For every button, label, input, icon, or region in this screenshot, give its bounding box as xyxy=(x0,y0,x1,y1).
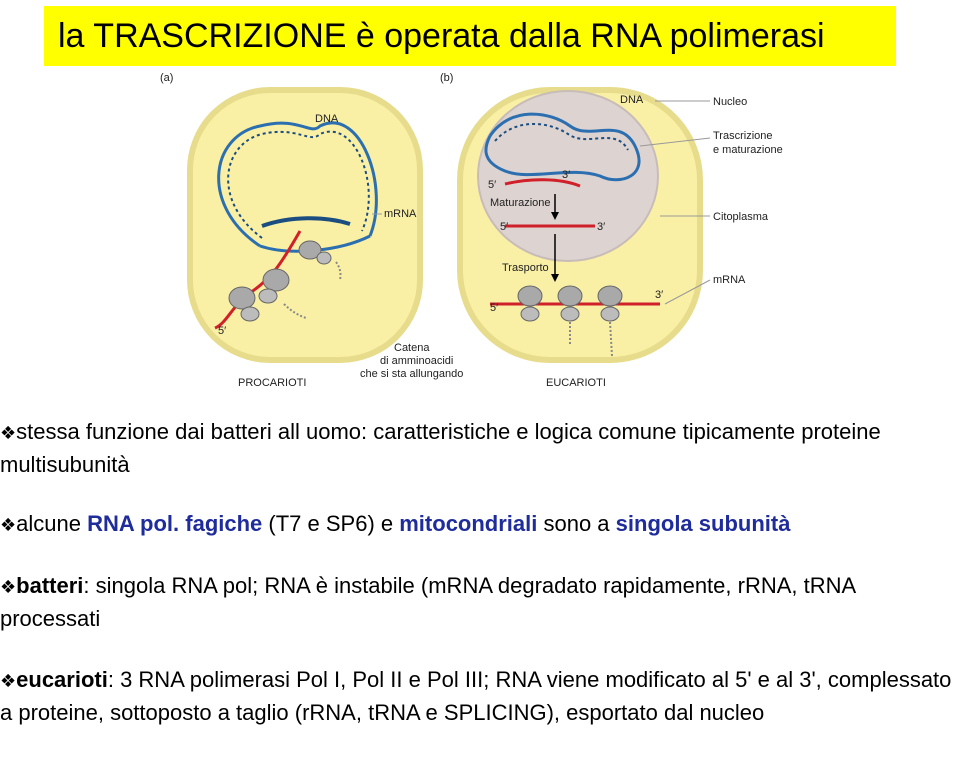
bullet-2-text-a: alcune xyxy=(16,511,88,536)
eukaryote-dna-label: DNA xyxy=(620,94,644,106)
trascrizione-label-2: e maturazione xyxy=(713,144,783,156)
bullet-2-single-subunit: singola subunità xyxy=(615,511,791,536)
bullet-1 xyxy=(0,416,958,480)
three-prime-top: 3′ xyxy=(562,169,571,181)
prokaryote-five-prime: 5′ xyxy=(218,325,227,337)
prokaryote-dna-label: DNA xyxy=(315,113,339,125)
five-prime-low: 5′ xyxy=(490,302,499,314)
bullet-2 xyxy=(0,508,958,541)
diamond-bullet-icon: ❖ xyxy=(0,423,17,444)
slide-title: la TRASCRIZIONE è operata dalla RNA polimerasi xyxy=(58,16,825,55)
chain-label-line-1: Catena xyxy=(394,342,430,354)
maturazione-label: Maturazione xyxy=(490,197,551,209)
trascrizione-label-1: Trascrizione xyxy=(713,130,773,142)
trasporto-label: Trasporto xyxy=(502,262,549,274)
chain-label-line-2: di amminoacidi xyxy=(380,355,454,367)
title-banner xyxy=(44,6,896,66)
three-prime-low: 3′ xyxy=(655,289,664,301)
eukaryote-mrna-label: mRNA xyxy=(713,274,746,286)
transcription-diagram xyxy=(150,66,820,396)
five-prime-top: 5′ xyxy=(488,179,497,191)
eukaryote-ribosome-1 xyxy=(518,286,542,321)
bullet-1-text: stessa funzione dai batteri all uomo: caratteristiche e logica comune tipicamente proteine multisubunità xyxy=(0,419,881,477)
bullet-4 xyxy=(0,664,958,728)
panel-a-label: (a) xyxy=(160,72,174,84)
citoplasma-label: Citoplasma xyxy=(713,211,769,223)
eukaryote-caption: EUCARIOTI xyxy=(546,377,606,389)
bullet-2-text-b: (T7 e SP6) e xyxy=(262,511,400,536)
nucleo-label: Nucleo xyxy=(713,96,748,108)
prokaryote-caption: PROCARIOTI xyxy=(238,377,307,389)
bullet-2-text-c: sono a xyxy=(537,511,616,536)
panel-b-label: (b) xyxy=(440,72,454,84)
prokaryote-mrna-label: mRNA xyxy=(384,208,417,220)
transcription-figure xyxy=(150,66,820,396)
three-prime-mid: 3′ xyxy=(597,221,606,233)
five-prime-mid: 5′ xyxy=(500,221,509,233)
bullet-3-bacteria: batteri xyxy=(16,573,84,598)
diamond-bullet-icon: ❖ xyxy=(0,515,17,536)
bullet-4-eukaryotes: eucarioti xyxy=(16,667,108,692)
bullet-3 xyxy=(0,570,958,634)
diamond-bullet-icon: ❖ xyxy=(0,577,17,598)
bullet-2-phage: RNA pol. fagiche xyxy=(87,511,263,536)
bullet-4-text: : 3 RNA polimerasi Pol I, Pol II e Pol III; RNA viene modificato al 5' e al 3', complessato a proteine, sottoposto a taglio (rRNA, tRNA e SPLICING), esportato dal nucleo xyxy=(0,667,952,725)
eukaryote-ribosome-2 xyxy=(558,286,582,321)
eukaryote-ribosome-3 xyxy=(598,286,622,321)
bullet-3-text: : singola RNA pol; RNA è instabile (mRNA degradato rapidamente, rRNA, tRNA processati xyxy=(0,573,855,631)
chain-label-line-3: che si sta allungando xyxy=(360,368,464,380)
bullet-2-mito: mitocondriali xyxy=(399,511,538,536)
diamond-bullet-icon: ❖ xyxy=(0,671,17,692)
